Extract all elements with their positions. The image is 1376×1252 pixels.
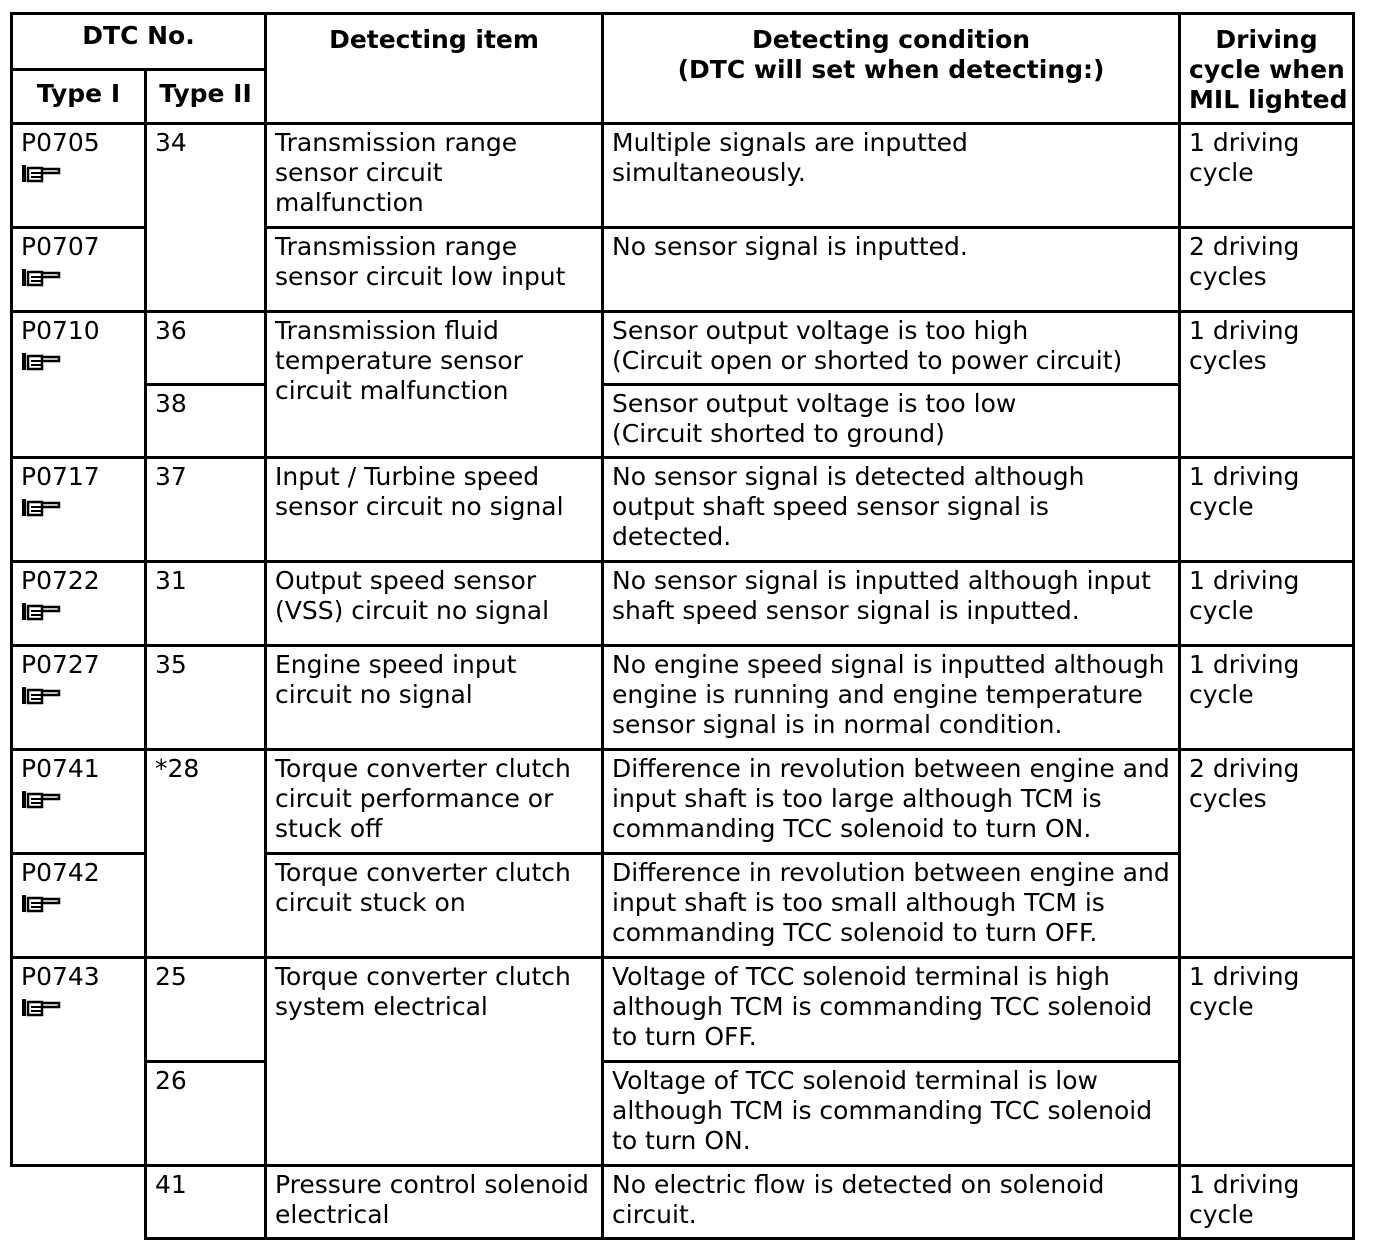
item-line: malfunction bbox=[275, 188, 424, 217]
detecting-item-cell bbox=[266, 458, 603, 562]
detecting-item-cell bbox=[266, 228, 603, 312]
detecting-condition-cell bbox=[603, 1166, 1180, 1239]
driving-cycle-cell bbox=[1180, 228, 1354, 312]
dtc-code: P0743 bbox=[21, 962, 100, 991]
pointing-hand-icon[interactable] bbox=[21, 162, 61, 184]
condition-line: No engine speed signal is inputted although bbox=[612, 650, 1165, 679]
cycle-line: 2 driving bbox=[1189, 232, 1300, 261]
item-line: Engine speed input bbox=[275, 650, 517, 679]
condition-line: (Circuit open or shorted to power circuit) bbox=[612, 346, 1123, 375]
cycle-line: cycle bbox=[1189, 1200, 1254, 1229]
type2-cell: 38 bbox=[146, 385, 266, 458]
condition-line: No sensor signal is inputted although input bbox=[612, 566, 1151, 595]
header-cycle-line3: MIL lighted bbox=[1189, 85, 1348, 114]
header-cycle-line2: cycle when bbox=[1189, 55, 1345, 84]
item-line: circuit performance or bbox=[275, 784, 554, 813]
table-row bbox=[12, 1062, 1354, 1166]
condition-line: shaft speed sensor signal is inputted. bbox=[612, 596, 1080, 625]
driving-cycle-cell bbox=[1180, 124, 1354, 228]
dtc-code: P0741 bbox=[21, 754, 100, 783]
type1-cell bbox=[12, 458, 146, 562]
item-line: Input / Turbine speed bbox=[275, 462, 540, 491]
item-line: Pressure control solenoid bbox=[275, 1170, 589, 1199]
item-line: system electrical bbox=[275, 992, 488, 1021]
type2-cell: 36 bbox=[146, 312, 266, 385]
pointing-hand-icon[interactable] bbox=[21, 684, 61, 706]
header-type2: Type II bbox=[146, 70, 266, 124]
pointing-hand-icon[interactable] bbox=[21, 600, 61, 622]
header-cycle-line1: Driving bbox=[1215, 25, 1318, 54]
detecting-condition-cell bbox=[603, 646, 1180, 750]
type1-cell bbox=[12, 562, 146, 646]
cycle-line: cycle bbox=[1189, 158, 1254, 187]
pointing-hand-icon[interactable] bbox=[21, 892, 61, 914]
cycle-line: cycle bbox=[1189, 680, 1254, 709]
detecting-condition-cell bbox=[603, 750, 1180, 854]
cycle-line: 1 driving bbox=[1189, 1170, 1300, 1199]
detecting-condition-cell bbox=[603, 458, 1180, 562]
type1-cell bbox=[12, 854, 146, 958]
condition-line: No sensor signal is detected although bbox=[612, 462, 1085, 491]
detecting-item-cell bbox=[266, 312, 603, 458]
detecting-condition-cell bbox=[603, 1062, 1180, 1166]
cycle-line: cycles bbox=[1189, 262, 1267, 291]
pointing-hand-icon[interactable] bbox=[21, 350, 61, 372]
condition-line: detected. bbox=[612, 522, 732, 551]
condition-line: Multiple signals are inputted bbox=[612, 128, 968, 157]
type2-cell: 35 bbox=[146, 646, 266, 750]
dtc-code: P0705 bbox=[21, 128, 100, 157]
condition-line: Difference in revolution between engine and bbox=[612, 858, 1170, 887]
condition-line: to turn OFF. bbox=[612, 1022, 757, 1051]
detecting-condition-cell bbox=[603, 228, 1180, 312]
driving-cycle-cell bbox=[1180, 562, 1354, 646]
dtc-code: P0717 bbox=[21, 462, 100, 491]
detecting-item-cell bbox=[266, 958, 603, 1166]
dtc-code: P0742 bbox=[21, 858, 100, 887]
table-row bbox=[12, 458, 1354, 562]
item-line: Torque converter clutch bbox=[275, 754, 571, 783]
condition-line: commanding TCC solenoid to turn ON. bbox=[612, 814, 1092, 843]
cycle-line: 1 driving bbox=[1189, 566, 1300, 595]
header-dtc-no: DTC No. bbox=[12, 14, 266, 70]
pointing-hand-icon[interactable] bbox=[21, 788, 61, 810]
type2-cell: 25 bbox=[146, 958, 266, 1062]
table-row bbox=[12, 958, 1354, 1062]
cycle-line: cycles bbox=[1189, 784, 1267, 813]
item-line: electrical bbox=[275, 1200, 390, 1229]
header-detecting-item: Detecting item bbox=[266, 14, 603, 124]
condition-line: Sensor output voltage is too low bbox=[612, 389, 1017, 418]
driving-cycle-cell bbox=[1180, 1166, 1354, 1239]
detecting-item-cell bbox=[266, 562, 603, 646]
item-line: temperature sensor bbox=[275, 346, 523, 375]
condition-line: output shaft speed sensor signal is bbox=[612, 492, 1049, 521]
item-line: circuit no signal bbox=[275, 680, 473, 709]
detecting-item-cell bbox=[266, 1166, 603, 1239]
empty-cell bbox=[12, 1166, 146, 1239]
header-driving-cycle bbox=[1180, 14, 1354, 124]
detecting-condition-cell bbox=[603, 312, 1180, 385]
type2-cell: 41 bbox=[146, 1166, 266, 1239]
detecting-item-cell bbox=[266, 646, 603, 750]
driving-cycle-cell bbox=[1180, 312, 1354, 458]
detecting-item-cell bbox=[266, 854, 603, 958]
driving-cycle-cell bbox=[1180, 458, 1354, 562]
type2-cell: 26 bbox=[146, 1062, 266, 1166]
driving-cycle-cell bbox=[1180, 646, 1354, 750]
type2-cell: 31 bbox=[146, 562, 266, 646]
condition-line: although TCM is commanding TCC solenoid bbox=[612, 992, 1153, 1021]
header-detecting-condition bbox=[603, 14, 1180, 124]
table-row bbox=[12, 312, 1354, 385]
item-line: sensor circuit no signal bbox=[275, 492, 564, 521]
item-line: (VSS) circuit no signal bbox=[275, 596, 550, 625]
detecting-item-cell bbox=[266, 124, 603, 228]
condition-line: No electric flow is detected on solenoid bbox=[612, 1170, 1105, 1199]
type2-cell: *28 bbox=[146, 750, 266, 958]
item-line: circuit stuck on bbox=[275, 888, 466, 917]
type1-cell bbox=[12, 312, 146, 458]
detecting-condition-cell bbox=[603, 562, 1180, 646]
type1-cell bbox=[12, 750, 146, 854]
item-line: Transmission range bbox=[275, 232, 518, 261]
condition-line: input shaft is too large although TCM is bbox=[612, 784, 1102, 813]
item-line: Output speed sensor bbox=[275, 566, 537, 595]
cycle-line: 1 driving bbox=[1189, 962, 1300, 991]
dtc-code: P0722 bbox=[21, 566, 100, 595]
item-line: Torque converter clutch bbox=[275, 962, 571, 991]
condition-line: Difference in revolution between engine and bbox=[612, 754, 1170, 783]
type2-cell: 37 bbox=[146, 458, 266, 562]
condition-line: engine is running and engine temperature bbox=[612, 680, 1143, 709]
detecting-condition-cell bbox=[603, 385, 1180, 458]
dtc-code: P0710 bbox=[21, 316, 100, 345]
detecting-condition-cell bbox=[603, 854, 1180, 958]
pointing-hand-icon[interactable] bbox=[21, 996, 61, 1018]
header-row-1 bbox=[12, 14, 1354, 70]
condition-line: No sensor signal is inputted. bbox=[612, 232, 968, 261]
table-row bbox=[12, 750, 1354, 854]
item-line: sensor circuit bbox=[275, 158, 443, 187]
cycle-line: 2 driving bbox=[1189, 754, 1300, 783]
cycle-line: 1 driving bbox=[1189, 128, 1300, 157]
condition-line: sensor signal is in normal condition. bbox=[612, 710, 1063, 739]
table-row bbox=[12, 1166, 1354, 1239]
header-condition-line1: Detecting condition bbox=[751, 25, 1031, 54]
condition-line: commanding TCC solenoid to turn OFF. bbox=[612, 918, 1098, 947]
type2-cell: 34 bbox=[146, 124, 266, 312]
table-row bbox=[12, 124, 1354, 228]
pointing-hand-icon[interactable] bbox=[21, 496, 61, 518]
item-line: Torque converter clutch bbox=[275, 858, 571, 887]
cycle-line: cycle bbox=[1189, 596, 1254, 625]
cycle-line: cycle bbox=[1189, 992, 1254, 1021]
driving-cycle-cell bbox=[1180, 958, 1354, 1166]
item-line: Transmission range bbox=[275, 128, 518, 157]
condition-line: simultaneously. bbox=[612, 158, 806, 187]
type1-cell bbox=[12, 228, 146, 312]
cycle-line: cycles bbox=[1189, 346, 1267, 375]
condition-line: Voltage of TCC solenoid terminal is low bbox=[612, 1066, 1098, 1095]
condition-line: although TCM is commanding TCC solenoid bbox=[612, 1096, 1153, 1125]
table-row bbox=[12, 562, 1354, 646]
condition-line: Sensor output voltage is too high bbox=[612, 316, 1029, 345]
table-row bbox=[12, 385, 1354, 458]
dtc-code: P0707 bbox=[21, 232, 100, 261]
condition-line: circuit. bbox=[612, 1200, 697, 1229]
cycle-line: 1 driving bbox=[1189, 316, 1300, 345]
item-line: circuit malfunction bbox=[275, 376, 509, 405]
condition-line: (Circuit shorted to ground) bbox=[612, 419, 945, 448]
cycle-line: 1 driving bbox=[1189, 650, 1300, 679]
detecting-condition-cell bbox=[603, 124, 1180, 228]
item-line: stuck off bbox=[275, 814, 383, 843]
cycle-line: 1 driving bbox=[1189, 462, 1300, 491]
condition-line: Voltage of TCC solenoid terminal is high bbox=[612, 962, 1110, 991]
dtc-table bbox=[10, 12, 1355, 1240]
type1-cell bbox=[12, 124, 146, 228]
cycle-line: cycle bbox=[1189, 492, 1254, 521]
detecting-item-cell bbox=[266, 750, 603, 854]
type1-cell bbox=[12, 958, 146, 1166]
pointing-hand-icon[interactable] bbox=[21, 266, 61, 288]
driving-cycle-cell bbox=[1180, 750, 1354, 958]
dtc-code: P0727 bbox=[21, 650, 100, 679]
condition-line: input shaft is too small although TCM is bbox=[612, 888, 1105, 917]
table-row bbox=[12, 646, 1354, 750]
item-line: sensor circuit low input bbox=[275, 262, 566, 291]
detecting-condition-cell bbox=[603, 958, 1180, 1062]
condition-line: to turn ON. bbox=[612, 1126, 751, 1155]
item-line: Transmission fluid bbox=[275, 316, 499, 345]
type1-cell bbox=[12, 646, 146, 750]
header-type1: Type I bbox=[12, 70, 146, 124]
header-condition-line2: (DTC will set when detecting:) bbox=[677, 55, 1105, 84]
